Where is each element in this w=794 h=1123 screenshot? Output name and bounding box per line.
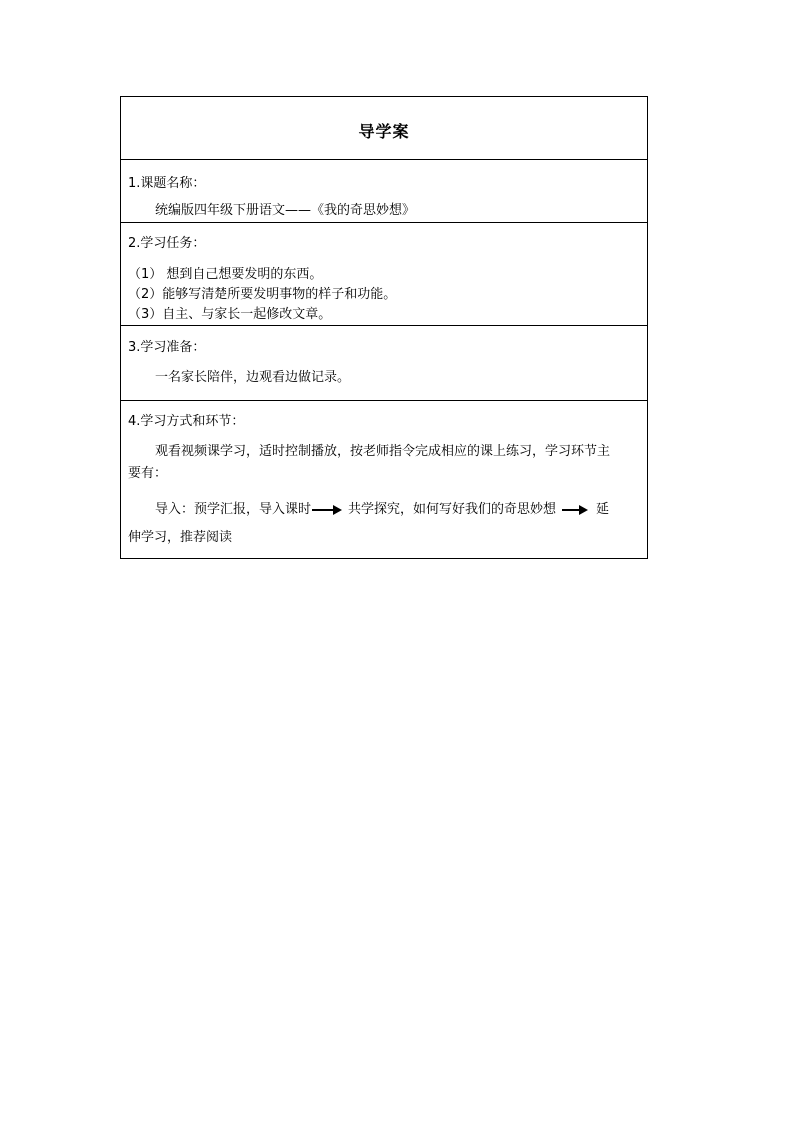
arrow-right-icon — [562, 505, 588, 515]
method-flow — [155, 501, 645, 520]
section-topic-line: 统编版四年级下册语文——《我的奇思妙想》 — [155, 203, 416, 218]
flow-step-1: 导入：预学汇报，导入课时 — [155, 502, 312, 517]
method-line-2: 要有： — [128, 466, 168, 481]
section-preparation — [121, 326, 647, 401]
flow-step-3-continued: 伸学习，推荐阅读 — [128, 530, 233, 545]
flow-step-2: 共学探究，如何写好我们的奇思妙想 — [348, 502, 557, 517]
title-row — [121, 97, 647, 160]
section-preparation-heading: 3.学习准备： — [128, 340, 206, 355]
task-item-1: （1） 想到自己想要发明的东西。 — [128, 267, 323, 282]
section-tasks-heading: 2.学习任务： — [128, 236, 206, 251]
section-method-heading: 4.学习方式和环节： — [128, 414, 245, 429]
section-topic-heading: 1.课题名称： — [128, 176, 206, 191]
task-item-3: （3）自主、与家长一起修改文章。 — [128, 307, 332, 322]
section-tasks — [121, 223, 647, 326]
arrow-right-icon — [312, 505, 342, 515]
preparation-line: 一名家长陪伴，边观看边做记录。 — [155, 370, 351, 385]
lesson-plan-table — [120, 96, 648, 559]
document-title: 导学案 — [358, 122, 410, 141]
flow-step-3-start: 延 — [596, 502, 610, 517]
task-item-2: （2）能够写清楚所要发明事物的样子和功能。 — [128, 287, 397, 302]
section-method — [121, 401, 647, 558]
method-line-1: 观看视频课学习，适时控制播放，按老师指令完成相应的课上练习，学习环节主 — [155, 444, 611, 459]
section-topic — [121, 160, 647, 223]
